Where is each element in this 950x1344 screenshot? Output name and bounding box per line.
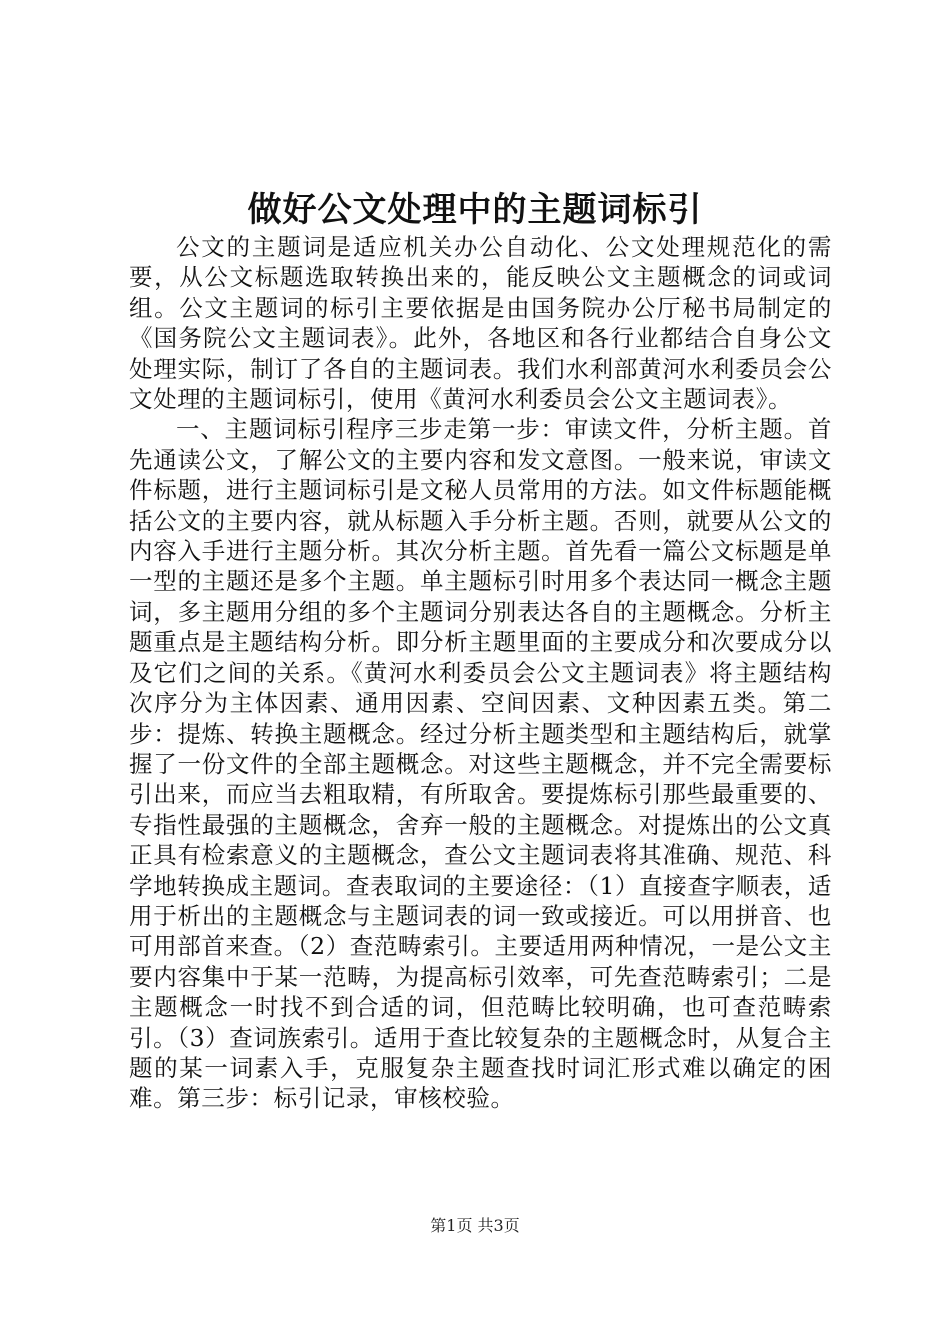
body-paragraph-1: 公文的主题词是适应机关办公自动化、公文处理规范化的需要，从公文标题选取转换出来的，能反映公文主题概念的词或词组。公文主题词的标引主要依据是由国务院办公厅秘书局制定的《国务院公文主题词表》。此外，各地区和各行业都结合自身公文处理实际，制订了各自的主题词表。我们水利部黄河水利委员会公文处理的主题词标引，使用《黄河水利委员会公文主题词表》。: [129, 233, 832, 414]
body-paragraph-2: 一、主题词标引程序三步走第一步：审读文件，分析主题。首先通读公文，了解公文的主要内容和发文意图。一般来说，审读文件标题，进行主题词标引是文秘人员常用的方法。如文件标题能概括公文的主要内容，就从标题入手分析主题。否则，就要从公文的内容入手进行主题分析。其次分析主题。首先看一篇公文标题是单一型的主题还是多个主题。单主题标引时用多个表达同一概念主题词，多主题用分组的多个主题词分别表达各自的主题概念。分析主题重点是主题结构分析。即分析主题里面的主要成分和次要成分以及它们之间的关系。《黄河水利委员会公文主题词表》将主题结构次序分为主体因素、通用因素、空间因素、文种因素五类。第二步：提炼、转换主题概念。经过分析主题类型和主题结构后，就掌握了一份文件的全部主题概念。对这些主题概念，并不完全需要标引出来，而应当去粗取精，有所取舍。要提炼标引那些最重要的、专指性最强的主题概念，舍弃一般的主题概念。对提炼出的公文真正具有检索意义的主题概念，查公文主题词表将其准确、规范、科学地转换成主题词。查表取词的主要途径：（1）直接查字顺表，适用于析出的主题概念与主题词表的词一致或接近。可以用拼音、也可用部首来查。（2）查范畴索引。主要适用两种情况，一是公文主要内容集中于某一范畴，为提高标引效率，可先查范畴索引；二是主题概念一时找不到合适的词，但范畴比较明确，也可查范畴索引。（3）查词族索引。适用于查比较复杂的主题概念时，从复合主题的某一词素入手，克服复杂主题查找时词汇形式难以确定的困难。第三步：标引记录，审核校验。: [129, 415, 832, 1113]
document-body: [129, 232, 832, 1114]
document-title: 做好公文处理中的主题词标引: [247, 190, 703, 230]
page-number-footer: 第1页 共3页: [430, 1216, 520, 1235]
